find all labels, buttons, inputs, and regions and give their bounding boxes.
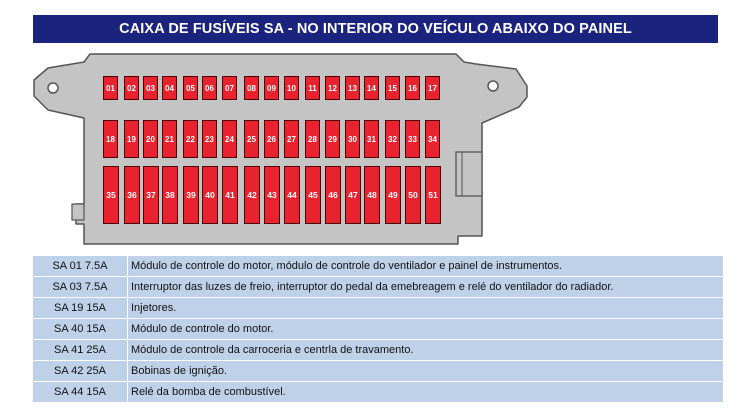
fuse-31: 31 <box>364 120 379 158</box>
legend-fuse-description: Interruptor das luzes de freio, interruptor do pedal da emebreagem e relé do ventilador do radiador. <box>128 277 724 298</box>
fuse-39: 39 <box>183 166 199 224</box>
legend-fuse-code: SA 44 15A <box>33 382 128 403</box>
legend-row <box>33 319 723 340</box>
fuse-08: 08 <box>244 76 259 100</box>
fuse-01: 01 <box>103 76 118 100</box>
fuse-32: 32 <box>385 120 400 158</box>
legend-row <box>33 298 723 319</box>
diagram-title: CAIXA DE FUSÍVEIS SA - NO INTERIOR DO VEÍCULO ABAIXO DO PAINEL <box>33 15 718 43</box>
fuse-18: 18 <box>103 120 118 158</box>
fuse-07: 07 <box>222 76 237 100</box>
fuse-51: 51 <box>425 166 441 224</box>
fuse-02: 02 <box>124 76 139 100</box>
legend-fuse-code: SA 03 7.5A <box>33 277 128 298</box>
fuse-48: 48 <box>364 166 380 224</box>
fuse-13: 13 <box>345 76 360 100</box>
fuse-15: 15 <box>385 76 400 100</box>
fuse-50: 50 <box>405 166 421 224</box>
legend-row <box>33 256 723 277</box>
fuse-26: 26 <box>264 120 279 158</box>
legend-fuse-code: SA 40 15A <box>33 319 128 340</box>
fuse-25: 25 <box>244 120 259 158</box>
fuse-35: 35 <box>103 166 119 224</box>
fuse-17: 17 <box>425 76 440 100</box>
fuse-14: 14 <box>364 76 379 100</box>
fuse-19: 19 <box>124 120 139 158</box>
fuse-28: 28 <box>305 120 320 158</box>
fuse-34: 34 <box>425 120 440 158</box>
fuse-04: 04 <box>162 76 177 100</box>
fuse-06: 06 <box>202 76 217 100</box>
legend-fuse-code: SA 01 7.5A <box>33 256 128 277</box>
fuse-21: 21 <box>162 120 177 158</box>
fuse-11: 11 <box>305 76 320 100</box>
fuse-46: 46 <box>325 166 341 224</box>
fuse-30: 30 <box>345 120 360 158</box>
fuse-37: 37 <box>143 166 159 224</box>
fuse-29: 29 <box>325 120 340 158</box>
legend-fuse-description: Bobinas de ignição. <box>128 361 724 382</box>
fuse-42: 42 <box>244 166 260 224</box>
legend-fuse-description: Módulo de controle do motor. <box>128 319 724 340</box>
legend-fuse-description: Injetores. <box>128 298 724 319</box>
legend-row <box>33 361 723 382</box>
legend-row <box>33 382 723 403</box>
left-tab <box>72 204 84 220</box>
legend-fuse-description: Módulo de controle da carroceria e centrla de travamento. <box>128 340 724 361</box>
fuse-20: 20 <box>143 120 158 158</box>
fuse-44: 44 <box>284 166 300 224</box>
left-mount-hole-icon <box>48 83 58 93</box>
fuse-45: 45 <box>305 166 321 224</box>
fuse-22: 22 <box>183 120 198 158</box>
fuse-10: 10 <box>284 76 299 100</box>
fuse-40: 40 <box>202 166 218 224</box>
fuse-38: 38 <box>162 166 178 224</box>
fuse-43: 43 <box>264 166 280 224</box>
legend-row <box>33 340 723 361</box>
fuse-legend-table <box>33 256 723 403</box>
fuse-33: 33 <box>405 120 420 158</box>
legend-fuse-code: SA 41 25A <box>33 340 128 361</box>
fuse-09: 09 <box>264 76 279 100</box>
fuse-16: 16 <box>405 76 420 100</box>
fuse-24: 24 <box>222 120 237 158</box>
fuse-03: 03 <box>143 76 158 100</box>
fuse-27: 27 <box>284 120 299 158</box>
legend-fuse-description: Módulo de controle do motor, módulo de controle do ventilador e painel de instrumentos. <box>128 256 724 277</box>
fuse-47: 47 <box>345 166 361 224</box>
fuse-49: 49 <box>385 166 401 224</box>
fuse-36: 36 <box>124 166 140 224</box>
legend-row <box>33 277 723 298</box>
fuse-05: 05 <box>183 76 198 100</box>
legend-fuse-code: SA 19 15A <box>33 298 128 319</box>
connector-bracket <box>456 152 482 196</box>
fuse-12: 12 <box>325 76 340 100</box>
fuse-23: 23 <box>202 120 217 158</box>
legend-fuse-code: SA 42 25A <box>33 361 128 382</box>
legend-fuse-description: Relé da bomba de combustível. <box>128 382 724 403</box>
right-mount-hole-icon <box>488 81 498 91</box>
fuse-41: 41 <box>222 166 238 224</box>
